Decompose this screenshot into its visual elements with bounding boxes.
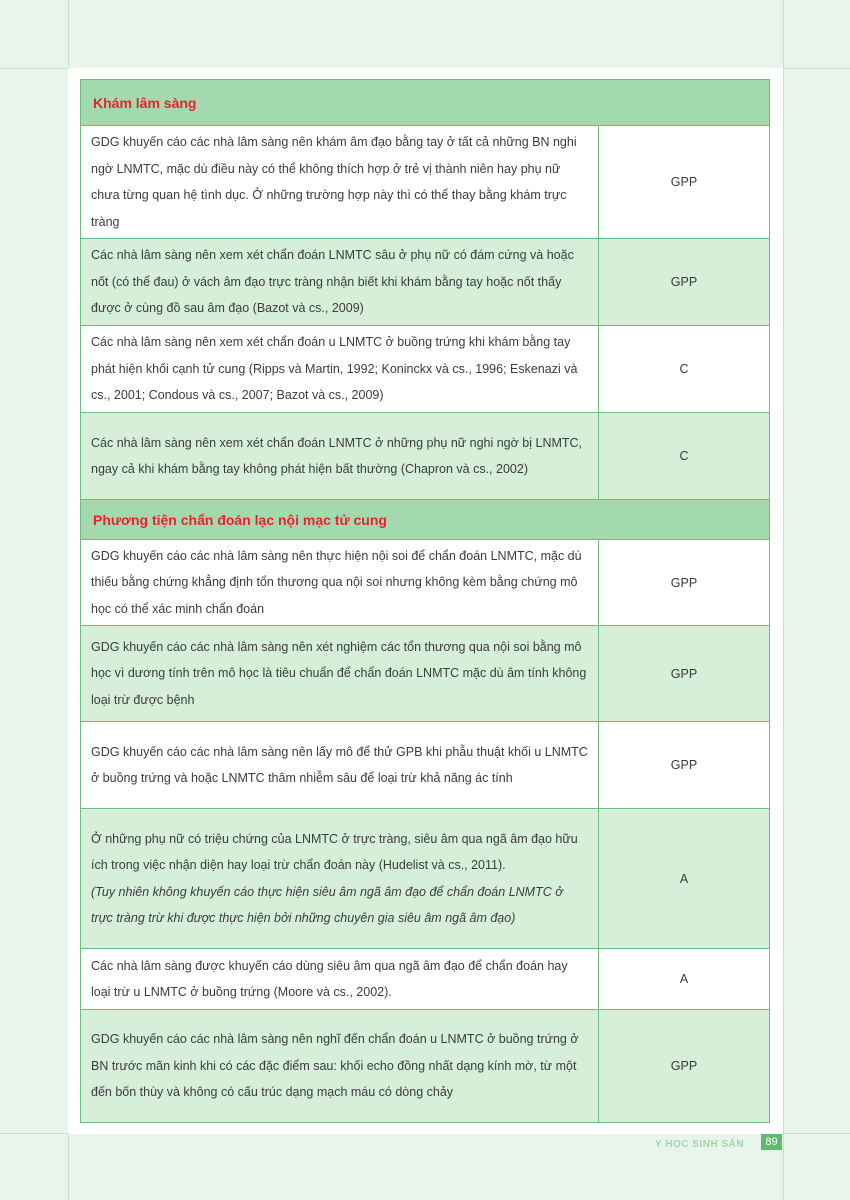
recommendation-text: Ở những phụ nữ có triệu chứng của LNMTC ở trực tràng, siêu âm qua ngã âm đạo hữu ích trong việc nhận diện hay loại trừ chẩn đoán này (Hudelist và cs., 2011). (Tuy nhiên không khuyến cáo thực hiện siêu âm ngã âm đạo để chẩn đoán LNMTC ở trực tràng trừ khi được thực hiện bởi những chuyên gia siêu âm ngã âm đạo) [81,809,599,948]
recommendation-text: GDG khuyến cáo các nhà lâm sàng nên nghĩ đến chẩn đoán u LNMTC ở buồng trứng ở BN trước mãn kinh khi có các đặc điểm sau: khối echo đồng nhất dạng kính mờ, từ một đến bốn thùy và không có cấu trúc dạng mạch máu có dòng chảy [81,1010,599,1122]
table-row [81,326,769,413]
recommendation-text: Các nhà lâm sàng nên xem xét chẩn đoán LNMTC ở những phụ nữ nghi ngờ bị LNMTC, ngay cả khi khám bằng tay không phát hiện bất thường (Chapron và cs., 2002) [81,413,599,499]
table-row [81,126,769,239]
recommendation-table [80,79,770,1123]
table-row [81,626,769,722]
recommendation-text: GDG khuyến cáo các nhà lâm sàng nên khám âm đạo bằng tay ở tất cả những BN nghi ngờ LNMTC, mặc dù điều này có thể không thích hợp ở trẻ vị thành niên hay phụ nữ chưa từng quan hệ tình dục. Ở những trường hợp này thì có thể thay bằng khám trực tràng [81,126,599,238]
grade-cell: GPP [670,758,698,772]
section-title: Phương tiện chẩn đoán lạc nội mạc tử cung [93,511,387,528]
grade-cell: GPP [670,575,698,590]
table-row [81,1010,769,1122]
section-title: Khám lâm sàng [93,94,197,111]
grade-cell: GPP [670,175,698,189]
table-row [81,540,769,626]
grade-cell: GPP [670,666,698,681]
section-header-clinical-exam [81,80,769,126]
recommendation-note: (Tuy nhiên không khuyến cáo thực hiện siêu âm ngã âm đạo để chẩn đoán LNMTC ở trực tràng trừ khi được thực hiện bởi những chuyên gia siêu âm ngã âm đạo) [91,884,563,925]
grade-cell: C [679,449,689,463]
grade-cell: C [679,362,689,376]
recommendation-text: Các nhà lâm sàng nên xem xét chẩn đoán LNMTC sâu ở phụ nữ có đám cứng và hoặc nốt (có thể đau) ở vách âm đạo trực tràng nhận biết khi khám bằng tay hoặc nốt thấy được ở cùng đồ sau âm đạo (Bazot và cs., 2009) [81,239,599,325]
section-header-diagnostic-tools [81,500,769,540]
page-number: 89 [761,1134,782,1150]
footer-journal-label: Y HỌC SINH SẢN [655,1139,745,1150]
grade-cell: A [679,972,689,986]
grade-cell: GPP [670,1059,698,1073]
recommendation-text: GDG khuyến cáo các nhà lâm sàng nên thực hiện nội soi để chẩn đoán LNMTC, mặc dù thiếu bằng chứng khẳng định tổn thương qua nội soi nhưng không kèm bằng chứng mô học có thể xác minh chẩn đoán [81,540,599,625]
table-row [81,722,769,809]
guide-line-right [783,0,784,1200]
table-row [81,413,769,500]
recommendation-text: GDG khuyến cáo các nhà lâm sàng nên lấy mô để thử GPB khi phẫu thuật khối u LNMTC ở buồng trứng và hoặc LNMTC thâm nhiễm sâu để loại trừ khả năng ác tính [81,722,599,808]
table-row [81,809,769,949]
grade-cell: GPP [670,275,698,289]
recommendation-text: Các nhà lâm sàng được khuyến cáo dùng siêu âm qua ngã âm đạo để chẩn đoán hay loại trừ u LNMTC ở buồng trứng (Moore và cs., 2002). [81,949,599,1009]
table-row [81,239,769,326]
grade-cell: A [679,871,689,886]
recommendation-text: GDG khuyến cáo các nhà lâm sàng nên xét nghiệm các tổn thương qua nội soi bằng mô học vì dương tính trên mô học là tiêu chuẩn để chẩn đoán LNMTC mặc dù âm tính không loại trừ được bệnh [81,626,599,721]
table-row [81,949,769,1010]
recommendation-text: Các nhà lâm sàng nên xem xét chẩn đoán u LNMTC ở buồng trứng khi khám bằng tay phát hiện khối cạnh tử cung (Ripps và Martin, 1992; Koninckx và cs., 1996; Eskenazi và cs., 2001; Condous và cs., 2007; Bazot và cs., 2009) [81,326,599,412]
